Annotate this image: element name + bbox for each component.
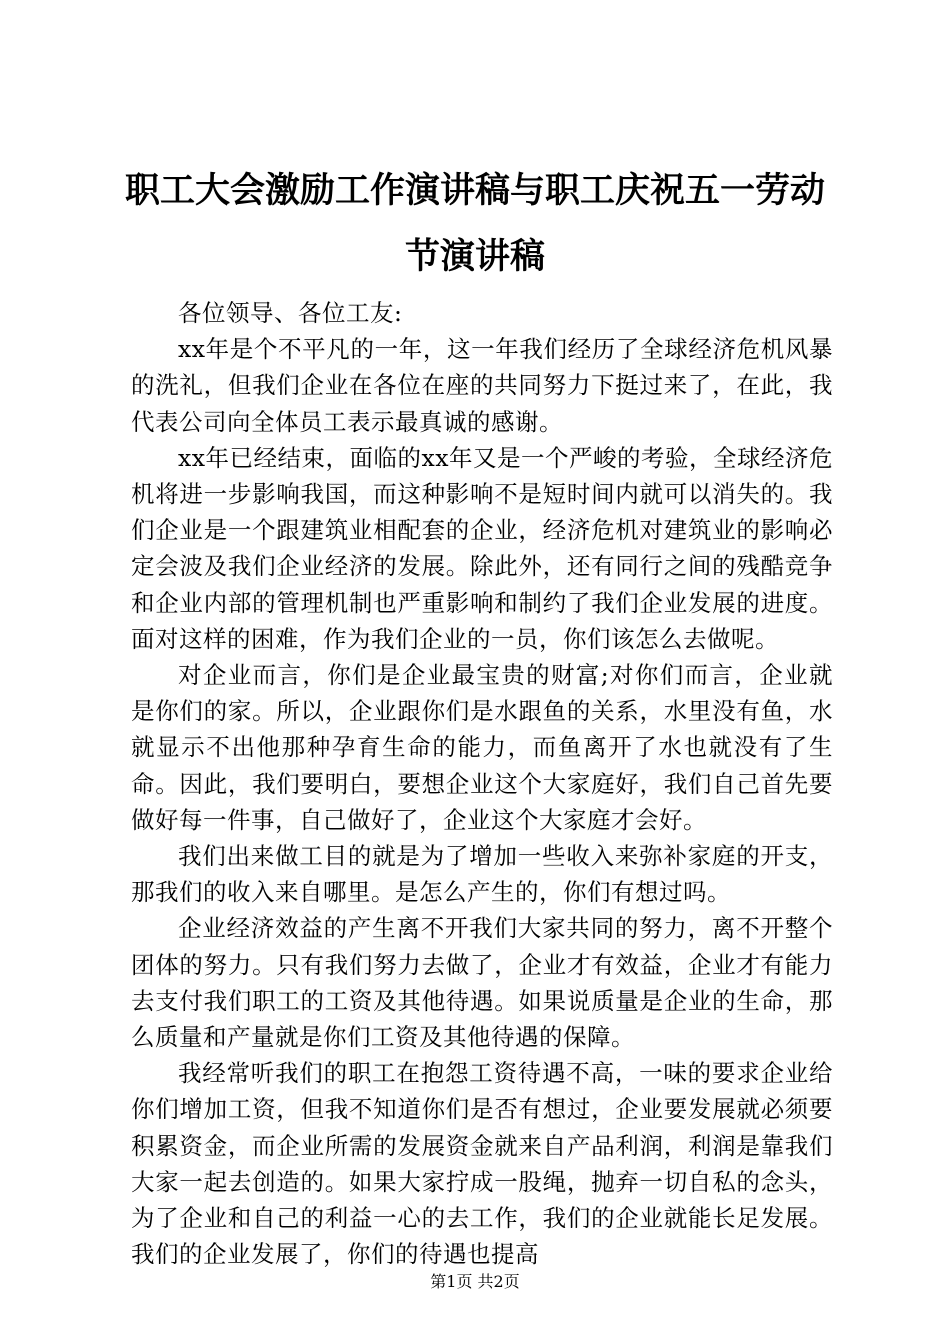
document-body [131, 295, 833, 1272]
paragraph: 我经常听我们的职工在抱怨工资待遇不高，一味的要求企业给你们增加工资，但我不知道你们是否有想过，企业要发展就必须要积累资金，而企业所需的发展资金就来自产品利润，利润是靠我们大家一起去创造的。如果大家拧成一股绳，抛弃一切自私的念头，为了企业和自己的利益一心的去工作，我们的企业就能长足发展。我们的企业发展了，你们的待遇也提高 [131, 1059, 833, 1269]
paragraph: xx年是个不平凡的一年，这一年我们经历了全球经济危机风暴的洗礼，但我们企业在各位在座的共同努力下挺过来了，在此，我代表公司向全体员工表示最真诚的感谢。 [131, 335, 833, 436]
salutation: 各位领导、各位工友: [178, 299, 403, 327]
paragraph: 企业经济效益的产生离不开我们大家共同的努力，离不开整个团体的努力。只有我们努力去做了，企业才有效益，企业才有能力去支付我们职工的工资及其他待遇。如果说质量是企业的生命，那么质量和产量就是你们工资及其他待遇的保障。 [131, 914, 833, 1052]
document-title: 职工大会激励工作演讲稿与职工庆祝五一劳动节演讲稿 [124, 170, 825, 277]
paragraph: xx年已经结束，面临的xx年又是一个严峻的考验，全球经济危机将进一步影响我国，而这种影响不是短时间内就可以消失的。我们企业是一个跟建筑业相配套的企业，经济危机对建筑业的影响必定会波及我们企业经济的发展。除此外，还有同行之间的残酷竞争和企业内部的管理机制也严重影响和制约了我们企业发展的进度。面对这样的困难，作为我们企业的一员，你们该怎么去做呢。 [131, 443, 834, 653]
page-number-footer: 第1页 共2页 [430, 1272, 520, 1291]
paragraph: 我们出来做工目的就是为了增加一些收入来弥补家庭的开支，那我们的收入来自哪里。是怎么产生的，你们有想过吗。 [131, 842, 833, 907]
paragraph: 对企业而言，你们是企业最宝贵的财富;对你们而言，企业就是你们的家。所以，企业跟你们是水跟鱼的关系，水里没有鱼，水就显示不出他那种孕育生命的能力，而鱼离开了水也就没有了生命。因此，我们要明白，要想企业这个大家庭好，我们自己首先要做好每一件事，自己做好了，企业这个大家庭才会好。 [131, 661, 833, 834]
